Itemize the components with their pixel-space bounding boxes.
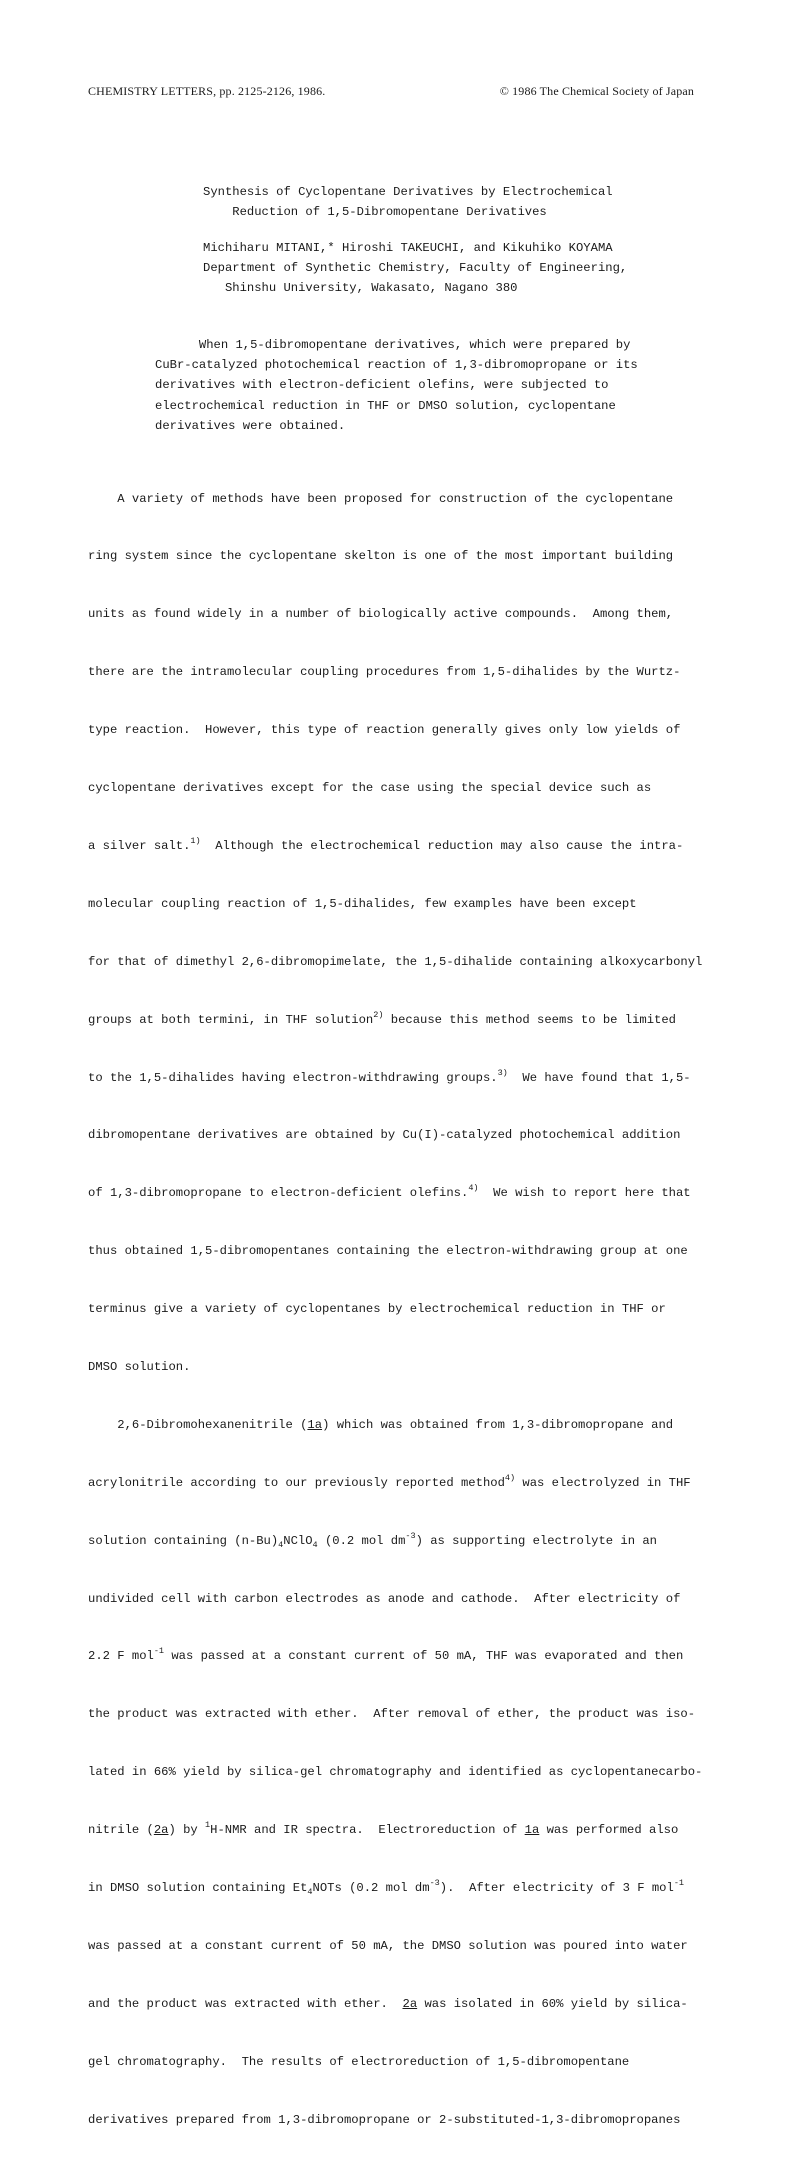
body-line — [88, 1474, 728, 1493]
abstract-line: electrochemical reduction in THF or DMSO solution, cyclopentane — [155, 398, 616, 413]
body-text-run: was isolated in 60% yield by silica- — [417, 1996, 688, 2011]
body-text-run: H-NMR and IR spectra. Electroreduction of — [210, 1823, 525, 1838]
body-line: dibromopentane derivatives are obtained by Cu(I)-catalyzed photochemical addition — [88, 1128, 681, 1143]
body-text-run: ) which was obtained from 1,3-dibromopropane and — [322, 1417, 674, 1432]
body-line: there are the intramolecular coupling procedures from 1,5-dihalides by the Wurtz- — [88, 665, 681, 680]
body-line: ring system since the cyclopentane skelton is one of the most important building — [88, 549, 674, 564]
body-text-run: and the product was extracted with ether. — [88, 1996, 403, 2011]
superscript: -3 — [405, 1530, 416, 1541]
body-line: A variety of methods have been proposed for construction of the cyclopentane — [88, 491, 674, 506]
body-line: the product was extracted with ether. After removal of ether, the product was iso- — [88, 1707, 696, 1722]
body-line: type reaction. However, this type of reaction generally gives only low yields of — [88, 723, 681, 738]
superscript: -1 — [673, 1877, 685, 1888]
compound-label: 1a — [524, 1823, 540, 1838]
abstract-line: derivatives were obtained. — [155, 418, 346, 433]
subscript: 4 — [312, 1539, 318, 1550]
superscript: 1 — [205, 1820, 211, 1831]
body-line: terminus give a variety of cyclopentanes by electrochemical reduction in THF or — [88, 1302, 666, 1317]
body-text-run: a silver salt. — [88, 838, 191, 853]
paper-title — [203, 182, 613, 222]
body-line: molecular coupling reaction of 1,5-dihalides, few examples have been except — [88, 896, 637, 911]
body-line — [88, 1821, 728, 1840]
subscript: 4 — [278, 1539, 284, 1550]
copyright-notice: © 1986 The Chemical Society of Japan — [499, 84, 694, 98]
compound-label: 1a — [307, 1417, 323, 1432]
body-line: gel chromatography. The results of electroreduction of 1,5-dibromopentane — [88, 2054, 630, 2069]
author-names: Michiharu MITANI,* Hiroshi TAKEUCHI, and Kikuhiko KOYAMA — [203, 241, 613, 255]
subscript: 4 — [307, 1886, 313, 1897]
body-line — [88, 1069, 728, 1088]
abstract-line: derivatives with electron-deficient olefins, were subjected to — [155, 378, 609, 393]
body-line: was passed at a constant current of 50 mA, the DMSO solution was poured into water — [88, 1938, 688, 1953]
body-line: derivatives prepared from 1,3-dibromopropane or 2-substituted-1,3-dibromopropanes — [88, 2112, 681, 2127]
body-text-run: 2,6-Dibromohexanenitrile ( — [88, 1417, 308, 1432]
body-line — [88, 837, 728, 856]
body-line: DMSO solution. — [88, 1359, 191, 1374]
body-text-run: 2.2 F mol — [88, 1649, 154, 1664]
body-text-run: groups at both termini, in THF solution — [88, 1012, 374, 1027]
body-line: cyclopentane derivatives except for the case using the special device such as — [88, 781, 652, 796]
body-text-run: NClO — [283, 1533, 313, 1548]
body-line — [88, 1995, 728, 2014]
body-line: undivided cell with carbon electrodes as anode and cathode. After electricity of — [88, 1591, 681, 1606]
abstract — [155, 335, 638, 436]
body-text-run: was electrolyzed in THF — [515, 1475, 691, 1490]
superscript: -1 — [153, 1646, 165, 1657]
abstract-line: When 1,5-dibromopentane derivatives, which were prepared by — [155, 338, 631, 352]
body-text — [88, 451, 728, 2168]
reference-marker: 1) — [190, 835, 201, 846]
body-text-run: Although the electrochemical reduction may also cause the intra- — [200, 838, 684, 853]
title-line: Synthesis of Cyclopentane Derivatives by Electrochemical — [203, 185, 613, 199]
reference-marker: 3) — [497, 1067, 508, 1078]
superscript: -3 — [429, 1877, 440, 1888]
body-line — [88, 1532, 728, 1551]
affiliation-line: Shinshu University, Wakasato, Nagano 380 — [203, 281, 518, 295]
reference-marker: 4) — [504, 1472, 516, 1483]
body-text-run: to the 1,5-dihalides having electron-withdrawing groups. — [88, 1070, 498, 1085]
affiliation-line: Department of Synthetic Chemistry, Faculty of Engineering, — [203, 261, 628, 275]
author-block — [203, 238, 627, 298]
body-text-run: ) by — [168, 1823, 206, 1838]
body-text-run: of 1,3-dibromopropane to electron-deficient olefins. — [88, 1186, 469, 1201]
body-text-run: nitrile ( — [88, 1823, 154, 1838]
body-line: thus obtained 1,5-dibromopentanes containing the electron-withdrawing group at one — [88, 1244, 688, 1259]
body-text-run: acrylonitrile according to our previously reported method — [88, 1475, 505, 1490]
body-line — [88, 1011, 728, 1030]
body-text-run: ) as supporting electrolyte in an — [415, 1533, 657, 1548]
title-line: Reduction of 1,5-Dibromopentane Derivatives — [203, 205, 547, 219]
body-text-run: was performed also — [539, 1823, 679, 1838]
reference-marker: 2) — [373, 1009, 384, 1020]
body-line — [88, 1184, 728, 1203]
compound-label: 2a — [153, 1823, 169, 1838]
body-text-run: ). After electricity of 3 F mol — [439, 1880, 674, 1895]
body-line: units as found widely in a number of biologically active compounds. Among them, — [88, 607, 674, 622]
body-line — [88, 1416, 728, 1435]
body-line: lated in 66% yield by silica-gel chromatography and identified as cyclopentanecarbo- — [88, 1765, 703, 1780]
reference-marker: 4) — [468, 1183, 479, 1194]
body-text-run: NOTs (0.2 mol dm — [312, 1880, 430, 1895]
body-text-run: (0.2 mol dm — [317, 1533, 406, 1548]
body-text-run: We wish to report here that — [478, 1186, 691, 1201]
abstract-line: CuBr-catalyzed photochemical reaction of 1,3-dibromopropane or its — [155, 358, 638, 373]
body-line: for that of dimethyl 2,6-dibromopimelate, the 1,5-dihalide containing alkoxycarbonyl — [88, 954, 703, 969]
body-text-run: was passed at a constant current of 50 mA, THF was evaporated and then — [164, 1649, 684, 1664]
journal-citation: CHEMISTRY LETTERS, pp. 2125-2126, 1986. — [88, 84, 326, 98]
body-text-run: We have found that 1,5- — [507, 1070, 691, 1085]
body-line — [88, 1647, 728, 1666]
body-line — [88, 1879, 728, 1898]
body-text-run: in DMSO solution containing Et — [88, 1880, 308, 1895]
body-text-run: because this method seems to be limited — [383, 1012, 676, 1027]
body-text-run: solution containing (n-Bu) — [88, 1533, 279, 1548]
compound-label: 2a — [402, 1996, 418, 2011]
